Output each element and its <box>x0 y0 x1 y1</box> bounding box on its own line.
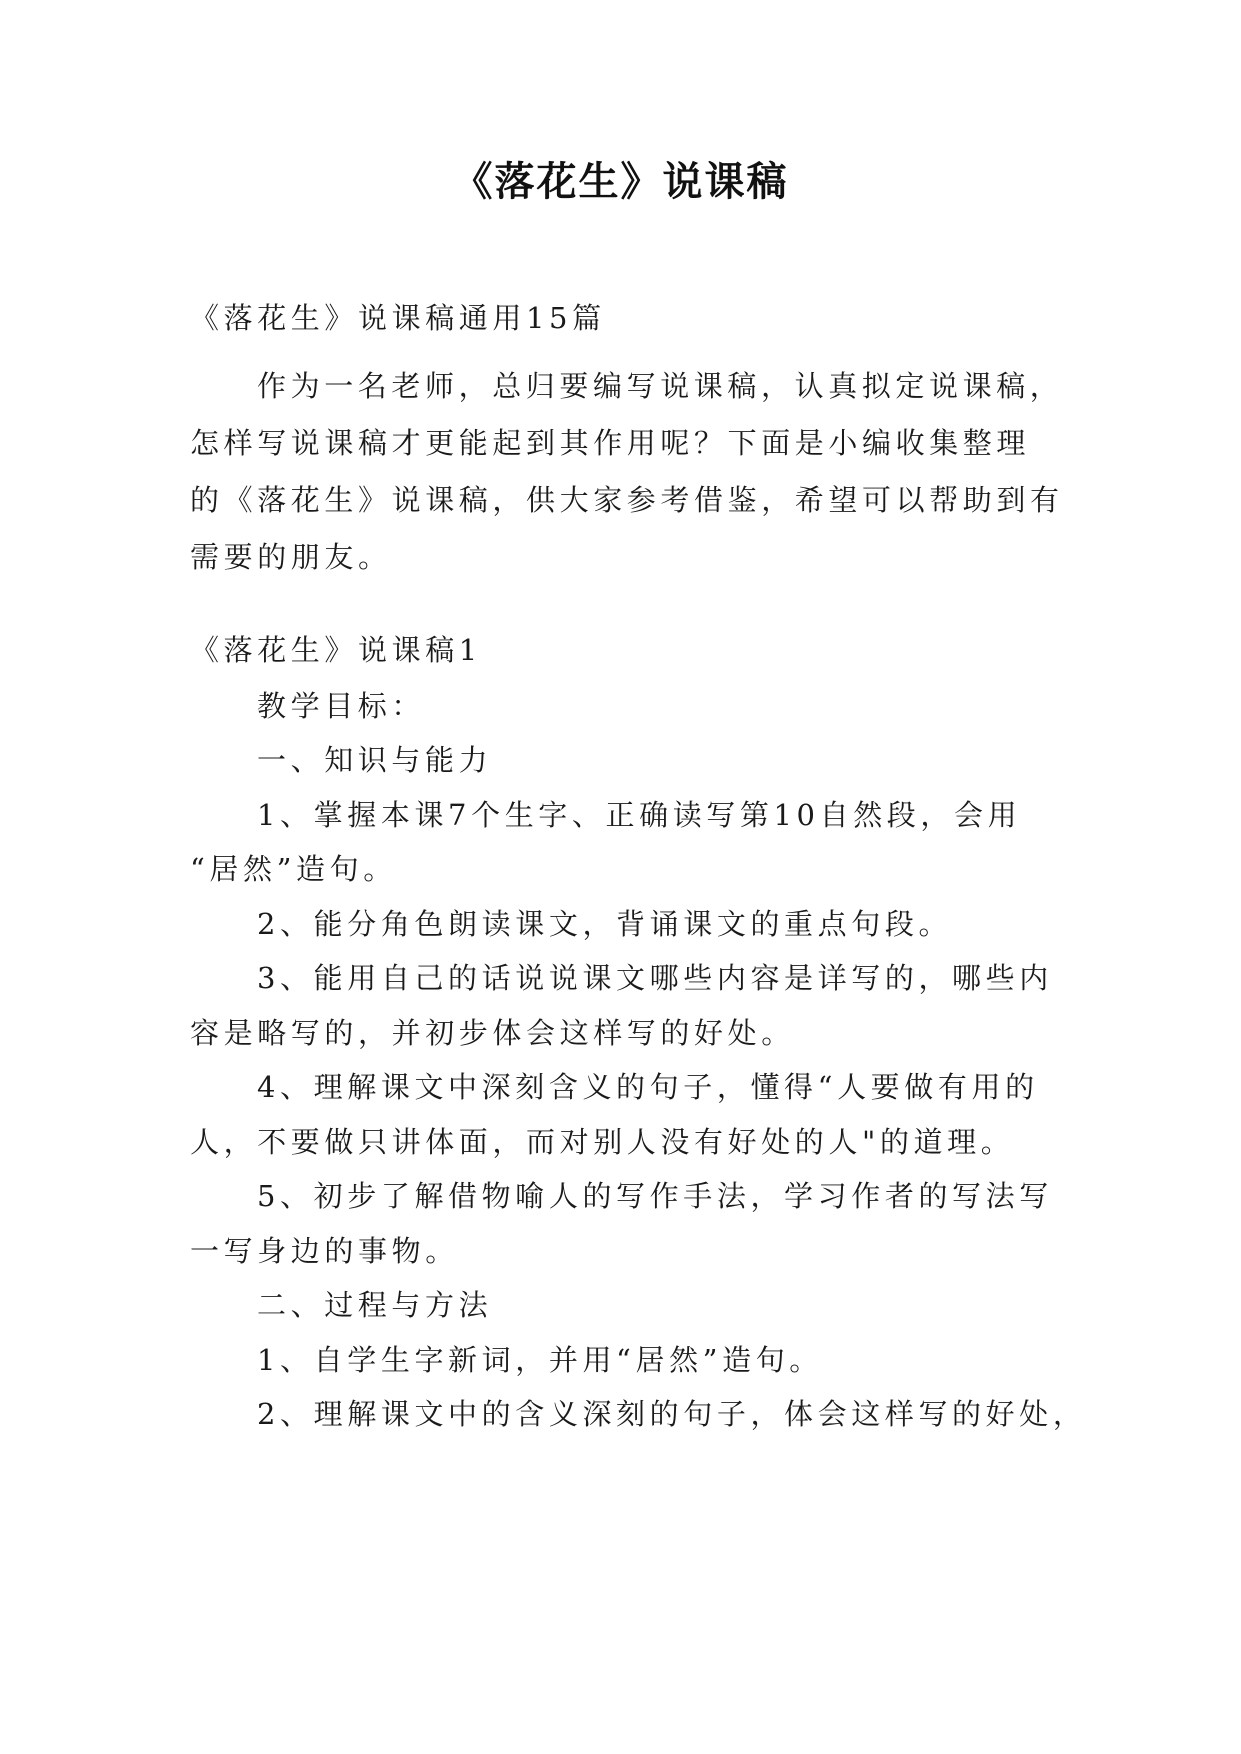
body-line: 1、掌握本课7个生字、正确读写第10自然段，会用 <box>257 798 1022 832</box>
body-line: 一写身边的事物。 <box>190 1234 459 1268</box>
body-line: 人，不要做只讲体面，而对别人没有好处的人"的道理。 <box>190 1125 1015 1159</box>
document-title: 《落花生》说课稿 <box>452 158 789 205</box>
body-line: 二、过程与方法 <box>257 1288 493 1322</box>
body-line: 一、知识与能力 <box>257 743 493 777</box>
body-line: 容是略写的，并初步体会这样写的好处。 <box>190 1016 795 1050</box>
body-line: 1、自学生字新词，并用“居然”造句。 <box>257 1343 823 1377</box>
body-line: 4、理解课文中深刻含义的句子，懂得“人要做有用的 <box>257 1070 1039 1104</box>
body-line: 2、理解课文中的含义深刻的句子，体会这样写的好处， <box>257 1397 1087 1431</box>
body-line: 3、能用自己的话说说课文哪些内容是详写的，哪些内 <box>257 961 1053 995</box>
document-subtitle: 《落花生》说课稿通用15篇 <box>190 301 606 335</box>
body-line: “居然”造句。 <box>190 852 397 886</box>
body-line: 5、初步了解借物喻人的写作手法，学习作者的写法写 <box>257 1179 1053 1213</box>
body-line: 2、能分角色朗读课文，背诵课文的重点句段。 <box>257 907 953 941</box>
body-line: 教学目标： <box>257 689 426 723</box>
intro-line: 怎样写说课稿才更能起到其作用呢？下面是小编收集整理 <box>190 426 1031 460</box>
intro-line: 需要的朋友。 <box>190 540 392 574</box>
section-heading: 《落花生》说课稿1 <box>190 633 482 667</box>
intro-line: 作为一名老师，总归要编写说课稿，认真拟定说课稿， <box>257 369 1064 403</box>
intro-line: 的《落花生》说课稿，供大家参考借鉴，希望可以帮助到有 <box>190 483 1064 517</box>
